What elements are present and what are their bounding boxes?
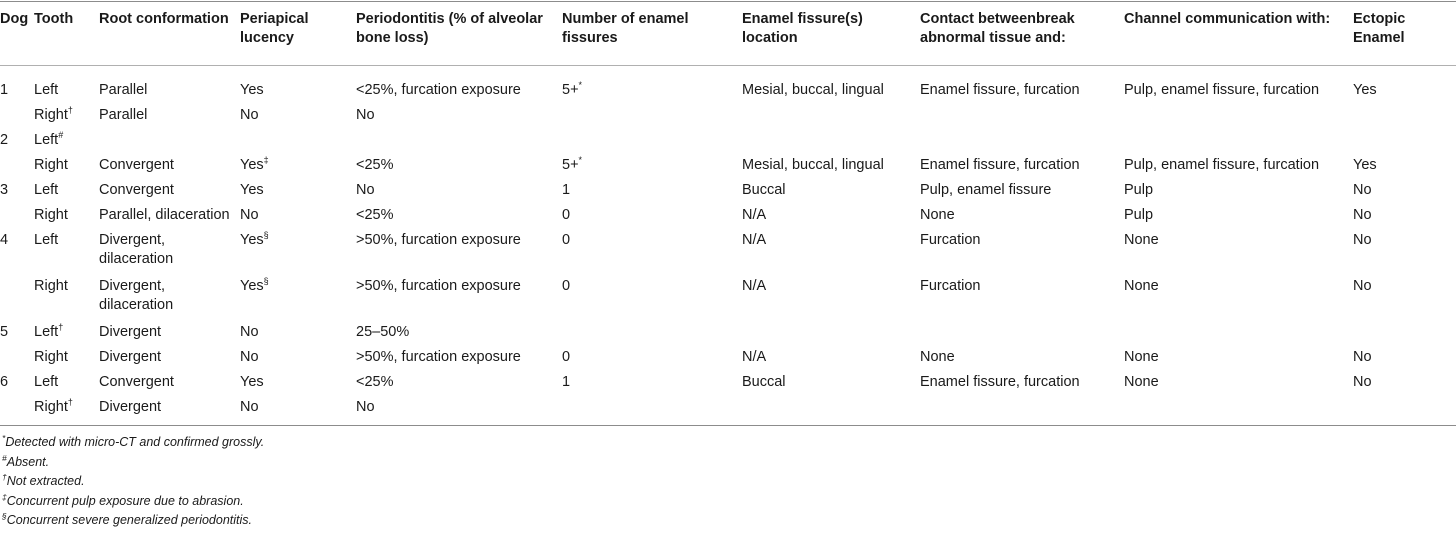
contact-cell-text: Enamel fissure, furcation — [920, 157, 1080, 173]
periodontitis-cell-text: >50%, furcation exposure — [356, 278, 521, 294]
tooth-cell-text: Right — [34, 278, 68, 294]
periodontitis-cell-text: <25% — [356, 207, 394, 223]
fissure-count-cell — [562, 202, 742, 227]
tooth-cell — [34, 71, 99, 102]
tooth-cell-text: Right — [34, 157, 68, 173]
tooth-cell-text: Right — [34, 107, 68, 123]
periodontitis-cell — [356, 369, 562, 394]
footnote-text: Absent. — [6, 454, 50, 469]
root-cell — [99, 273, 240, 319]
fissure-count-cell — [562, 177, 742, 202]
fissure-count-cell-text: 0 — [562, 207, 571, 223]
lucency-cell — [240, 227, 356, 273]
footnote-symbol: † — [2, 471, 7, 482]
table-row — [0, 394, 1456, 419]
tooth-cell — [34, 273, 99, 319]
top-rule — [0, 1, 1456, 2]
dog-cell — [0, 71, 34, 102]
root-cell-text: Parallel — [99, 107, 148, 123]
root-cell-text: Divergent, dilaceration — [99, 278, 174, 313]
lucency-cell-text: Yes — [240, 157, 264, 173]
fissure-location-cell — [742, 71, 920, 102]
contact-cell — [920, 344, 1124, 369]
footnote-text: Not extracted. — [6, 474, 85, 488]
ectopic-cell-text: No — [1353, 207, 1372, 223]
footnote-marker: † — [58, 322, 64, 333]
dog-cell — [0, 369, 34, 394]
root-cell — [99, 202, 240, 227]
footnote-marker: * — [578, 80, 583, 91]
table-row — [0, 273, 1456, 319]
ectopic-cell — [1353, 394, 1456, 419]
tooth-cell-text: Left — [34, 324, 59, 340]
lucency-cell — [240, 273, 356, 319]
tooth-cell-text: Right — [34, 207, 68, 223]
lucency-cell — [240, 394, 356, 419]
fissure-count-cell — [562, 152, 742, 177]
bottom-rule — [0, 425, 1456, 426]
root-cell — [99, 102, 240, 127]
channel-cell — [1124, 227, 1353, 273]
fissure-location-cell — [742, 344, 920, 369]
periodontitis-cell-text: No — [356, 107, 375, 123]
footnote-text: Detected with micro-CT and confirmed grossly. — [5, 435, 265, 449]
footnote-marker: # — [58, 130, 64, 141]
tooth-cell-text: Left — [34, 232, 59, 248]
periodontitis-cell — [356, 394, 562, 419]
ectopic-cell — [1353, 152, 1456, 177]
footnote-line — [2, 511, 264, 531]
contact-cell — [920, 71, 1124, 102]
ectopic-cell-text: No — [1353, 278, 1372, 294]
footnote-symbol: ‡ — [2, 491, 7, 502]
dog-cell — [0, 344, 34, 369]
col-header-ectopic: Ectopic Enamel — [1353, 11, 1406, 46]
footnote-marker: † — [67, 397, 73, 408]
root-cell — [99, 71, 240, 102]
fissure-location-cell-text: Buccal — [742, 182, 786, 198]
fissure-count-cell-text: 0 — [562, 278, 571, 294]
ectopic-cell — [1353, 344, 1456, 369]
col-header-channel: Channel communication with: — [1124, 11, 1331, 27]
tooth-cell-text: Right — [34, 399, 68, 415]
col-header-contact: Contact betweenbreak abnormal tissue and: — [920, 11, 1075, 46]
header-row — [0, 4, 1456, 71]
footnote-marker: § — [263, 230, 269, 241]
table-row — [0, 152, 1456, 177]
table-row — [0, 344, 1456, 369]
periodontitis-cell — [356, 227, 562, 273]
tooth-cell — [34, 202, 99, 227]
contact-cell-text: Furcation — [920, 232, 981, 248]
root-cell — [99, 177, 240, 202]
channel-cell — [1124, 394, 1353, 419]
root-cell-text: Parallel — [99, 82, 148, 98]
dog-cell-text: 6 — [0, 374, 9, 390]
tooth-cell — [34, 177, 99, 202]
col-header-dog: Dog — [0, 11, 29, 27]
ectopic-cell-text: No — [1353, 374, 1372, 390]
channel-cell — [1124, 344, 1353, 369]
fissure-location-cell-text: Buccal — [742, 374, 786, 390]
contact-cell-text: None — [920, 349, 955, 365]
contact-cell-text: Furcation — [920, 278, 981, 294]
lucency-cell — [240, 177, 356, 202]
root-cell — [99, 152, 240, 177]
fissure-location-cell — [742, 152, 920, 177]
tooth-cell-text: Left — [34, 82, 59, 98]
col-header-periodontitis: Periodontitis (% of alveolar bone loss) — [356, 11, 543, 46]
col-header-fissure-location: Enamel fissure(s) location — [742, 11, 863, 46]
lucency-cell-text: No — [240, 207, 259, 223]
periodontitis-cell — [356, 71, 562, 102]
periodontitis-cell — [356, 344, 562, 369]
fissure-count-cell-text: 5+ — [562, 82, 579, 98]
ectopic-cell — [1353, 202, 1456, 227]
contact-cell — [920, 152, 1124, 177]
periodontitis-cell-text: >50%, furcation exposure — [356, 232, 521, 248]
channel-cell — [1124, 319, 1353, 344]
channel-cell — [1124, 369, 1353, 394]
dog-cell-text: 5 — [0, 324, 9, 340]
root-cell-text: Convergent — [99, 182, 174, 198]
footnote-symbol: § — [2, 510, 7, 521]
col-header-root: Root conformation — [99, 11, 229, 27]
lucency-cell-text: Yes — [240, 278, 264, 294]
footnote-text: Concurrent pulp exposure due to abrasion. — [6, 493, 244, 508]
fissure-count-cell — [562, 227, 742, 273]
fissure-location-cell — [742, 319, 920, 344]
table-row — [0, 319, 1456, 344]
tooth-cell — [34, 394, 99, 419]
fissure-count-cell — [562, 127, 742, 152]
fissure-location-cell-text: N/A — [742, 278, 767, 294]
periodontitis-cell-text: <25%, furcation exposure — [356, 82, 521, 98]
channel-cell-text: Pulp, enamel fissure, furcation — [1124, 82, 1320, 98]
footnotes — [2, 433, 264, 531]
lucency-cell — [240, 344, 356, 369]
ectopic-cell-text: No — [1353, 232, 1372, 248]
fissure-count-cell — [562, 71, 742, 102]
footnote-text: Concurrent severe generalized periodontitis. — [6, 513, 253, 527]
contact-cell — [920, 394, 1124, 419]
channel-cell — [1124, 127, 1353, 152]
root-cell-text: Divergent — [99, 399, 162, 415]
fissure-location-cell — [742, 127, 920, 152]
root-cell-text: Divergent — [99, 349, 162, 365]
root-cell-text: Convergent — [99, 157, 174, 173]
fissure-count-cell — [562, 369, 742, 394]
fissure-location-cell — [742, 369, 920, 394]
contact-cell-text: None — [920, 207, 955, 223]
dog-cell-text: 2 — [0, 132, 9, 148]
footnote-line — [2, 433, 264, 453]
root-cell-text: Parallel, dilaceration — [99, 207, 230, 223]
ectopic-cell — [1353, 71, 1456, 102]
tooth-cell — [34, 152, 99, 177]
lucency-cell-text: No — [240, 324, 259, 340]
ectopic-cell-text: No — [1353, 349, 1372, 365]
channel-cell — [1124, 152, 1353, 177]
lucency-cell-text: No — [240, 399, 259, 415]
dog-cell — [0, 394, 34, 419]
tooth-cell-text: Left — [34, 182, 59, 198]
lucency-cell — [240, 369, 356, 394]
footnote-symbol: # — [2, 452, 7, 463]
channel-cell-text: None — [1124, 232, 1159, 248]
fissure-location-cell — [742, 273, 920, 319]
tooth-cell — [34, 227, 99, 273]
lucency-cell-text: No — [240, 107, 259, 123]
root-cell-text: Divergent, dilaceration — [99, 232, 174, 267]
footnote-marker: ‡ — [263, 155, 269, 166]
lucency-cell — [240, 319, 356, 344]
footnote-line — [2, 492, 264, 512]
channel-cell — [1124, 71, 1353, 102]
ectopic-cell — [1353, 319, 1456, 344]
tooth-cell — [34, 344, 99, 369]
tooth-cell-text: Right — [34, 349, 68, 365]
fissure-location-cell-text: Mesial, buccal, lingual — [742, 157, 884, 173]
channel-cell — [1124, 177, 1353, 202]
fissure-location-cell — [742, 102, 920, 127]
contact-cell-text: Enamel fissure, furcation — [920, 82, 1080, 98]
dog-cell-text: 1 — [0, 82, 9, 98]
channel-cell-text: None — [1124, 349, 1159, 365]
lucency-cell-text: No — [240, 349, 259, 365]
fissure-count-cell — [562, 344, 742, 369]
channel-cell-text: Pulp — [1124, 207, 1154, 223]
fissure-count-cell-text: 1 — [562, 374, 571, 390]
footnote-line — [2, 453, 264, 473]
periodontitis-cell — [356, 273, 562, 319]
dog-cell-text: 3 — [0, 182, 9, 198]
table-row — [0, 102, 1456, 127]
contact-cell-text: Enamel fissure, furcation — [920, 374, 1080, 390]
lucency-cell-text: Yes — [240, 232, 264, 248]
periodontitis-cell-text: >50%, furcation exposure — [356, 349, 521, 365]
fissure-location-cell — [742, 394, 920, 419]
contact-cell — [920, 227, 1124, 273]
fissure-location-cell-text: N/A — [742, 349, 767, 365]
table-row — [0, 71, 1456, 102]
tooth-cell — [34, 369, 99, 394]
contact-cell — [920, 319, 1124, 344]
lucency-cell-text: Yes — [240, 374, 264, 390]
footnote-line — [2, 472, 264, 492]
tooth-cell-text: Left — [34, 132, 59, 148]
root-cell — [99, 227, 240, 273]
dog-cell — [0, 273, 34, 319]
dog-cell — [0, 152, 34, 177]
lucency-cell-text: Yes — [240, 82, 264, 98]
fissure-count-cell — [562, 102, 742, 127]
table-row — [0, 202, 1456, 227]
fissure-location-cell — [742, 202, 920, 227]
root-cell — [99, 344, 240, 369]
root-cell-text: Divergent — [99, 324, 162, 340]
periodontitis-cell — [356, 177, 562, 202]
fissure-count-cell — [562, 319, 742, 344]
lucency-cell — [240, 152, 356, 177]
fissure-location-cell-text: Mesial, buccal, lingual — [742, 82, 884, 98]
contact-cell — [920, 369, 1124, 394]
channel-cell-text: None — [1124, 278, 1159, 294]
contact-cell — [920, 273, 1124, 319]
table-row — [0, 177, 1456, 202]
contact-cell — [920, 102, 1124, 127]
channel-cell — [1124, 102, 1353, 127]
ectopic-cell — [1353, 369, 1456, 394]
periodontitis-cell-text: 25–50% — [356, 324, 410, 340]
dog-cell — [0, 177, 34, 202]
fissure-count-cell-text: 5+ — [562, 157, 579, 173]
col-header-fissure-count: Number of enamel fissures — [562, 11, 689, 46]
contact-cell — [920, 202, 1124, 227]
lucency-cell-text: Yes — [240, 182, 264, 198]
tooth-cell — [34, 319, 99, 344]
footnote-marker: * — [578, 155, 583, 166]
fissure-count-cell-text: 0 — [562, 349, 571, 365]
channel-cell-text: Pulp, enamel fissure, furcation — [1124, 157, 1320, 173]
ectopic-cell-text: Yes — [1353, 157, 1377, 173]
dog-cell-text: 4 — [0, 232, 9, 248]
periodontitis-cell — [356, 319, 562, 344]
tooth-cell — [34, 127, 99, 152]
ectopic-cell — [1353, 102, 1456, 127]
fissure-count-cell — [562, 273, 742, 319]
footnote-symbol: * — [2, 432, 6, 443]
fissure-location-cell-text: N/A — [742, 207, 767, 223]
fissure-location-cell-text: N/A — [742, 232, 767, 248]
contact-cell — [920, 127, 1124, 152]
lucency-cell — [240, 202, 356, 227]
table-row — [0, 127, 1456, 152]
periodontitis-cell — [356, 102, 562, 127]
lucency-cell — [240, 127, 356, 152]
root-cell — [99, 319, 240, 344]
root-cell-text: Convergent — [99, 374, 174, 390]
dog-cell — [0, 102, 34, 127]
col-header-tooth: Tooth — [34, 11, 74, 27]
channel-cell — [1124, 202, 1353, 227]
table-row — [0, 227, 1456, 273]
lucency-cell — [240, 71, 356, 102]
periodontitis-cell — [356, 202, 562, 227]
ectopic-cell-text: No — [1353, 182, 1372, 198]
ectopic-cell — [1353, 227, 1456, 273]
ectopic-cell — [1353, 273, 1456, 319]
data-table — [0, 4, 1456, 419]
dog-cell — [0, 127, 34, 152]
dog-cell — [0, 202, 34, 227]
tooth-cell-text: Left — [34, 374, 59, 390]
ectopic-cell — [1353, 177, 1456, 202]
fissure-count-cell-text: 0 — [562, 232, 571, 248]
contact-cell-text: Pulp, enamel fissure — [920, 182, 1052, 198]
table-row — [0, 369, 1456, 394]
dog-cell — [0, 227, 34, 273]
fissure-count-cell — [562, 394, 742, 419]
channel-cell-text: None — [1124, 374, 1159, 390]
periodontitis-cell-text: <25% — [356, 157, 394, 173]
fissure-count-cell-text: 1 — [562, 182, 571, 198]
lucency-cell — [240, 102, 356, 127]
periodontitis-cell — [356, 127, 562, 152]
fissure-location-cell — [742, 177, 920, 202]
col-header-lucency: Periapical lucency — [240, 11, 309, 46]
periodontitis-cell — [356, 152, 562, 177]
contact-cell — [920, 177, 1124, 202]
ectopic-cell — [1353, 127, 1456, 152]
footnote-marker: † — [67, 105, 73, 116]
periodontitis-cell-text: <25% — [356, 374, 394, 390]
footnote-marker: § — [263, 276, 269, 287]
ectopic-cell-text: Yes — [1353, 82, 1377, 98]
fissure-location-cell — [742, 227, 920, 273]
root-cell — [99, 127, 240, 152]
tooth-cell — [34, 102, 99, 127]
root-cell — [99, 369, 240, 394]
dog-cell — [0, 319, 34, 344]
periodontitis-cell-text: No — [356, 399, 375, 415]
channel-cell-text: Pulp — [1124, 182, 1154, 198]
periodontitis-cell-text: No — [356, 182, 375, 198]
root-cell — [99, 394, 240, 419]
channel-cell — [1124, 273, 1353, 319]
